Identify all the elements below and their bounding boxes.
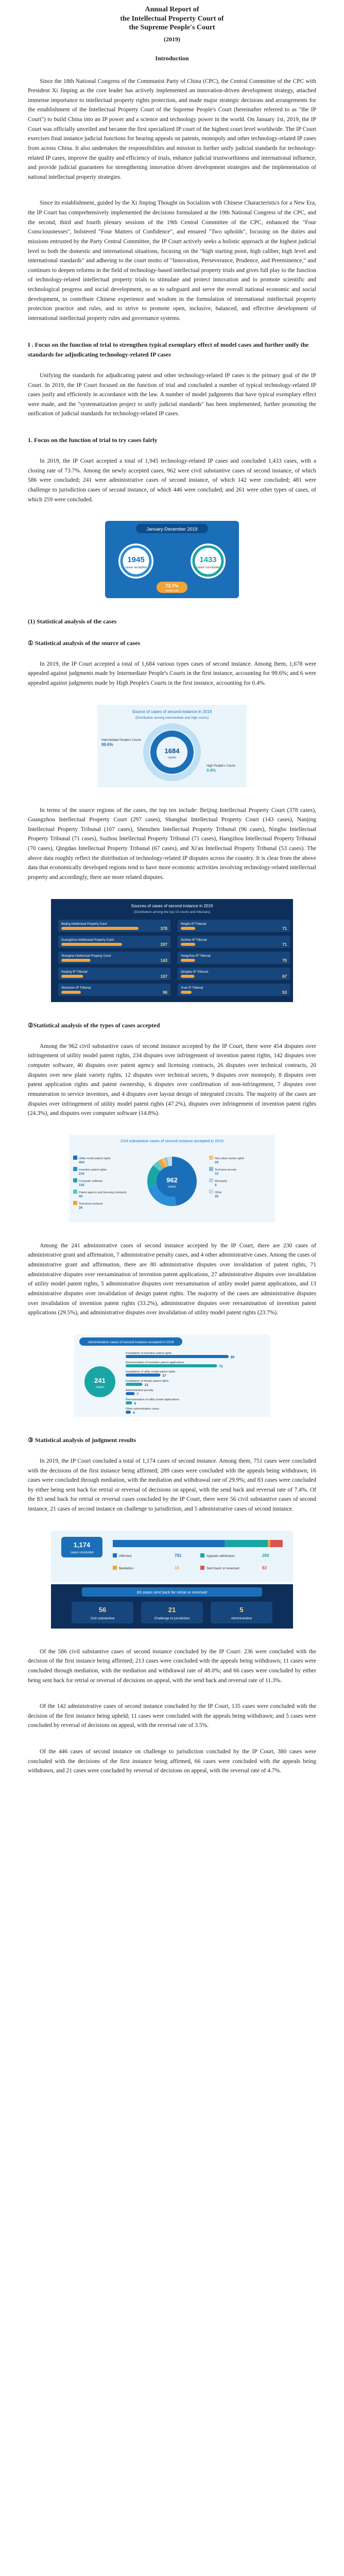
types-heading: ②Statistical analysis of the types of cases accepted (28, 1021, 160, 1029)
types-paragraph-2: Among the 241 administrative cases of second instance accepted by the IP Court, there are 230 cases of administrative grant and affirmation, 7 administrative penalty cases, and 4 other administrative cases. Among the cases of administrative grant and affirmation, there are 80 administrative disputes over invalidation of patent rights, 71 administrative disputes over reexamination of invention patent applications, 27 administrative disputes over invalidation of utility model patent rights, 5 administrative disputes over reexamination of utility model patent applications, and 13 administrative disputes over invalidation of design patent rights. The majority of the cases are administrative disputes over invalidation of invention patent rights (33.2%), administrative disputes over reexamination of invention patent applications (29.5%), and administrative disputes over invalidation of utility model patent rights (23.7%). (28, 1242, 316, 1316)
admin-bar-value: 5 (134, 1401, 136, 1405)
types-paragraph-1: Among the 962 civil substantive cases of second instance accepted by the IP Court, there were 454 disputes over infringement of utility model patent rights, 234 disputes over infringement of invention patent rights, 142 disputes over computer software, 40 disputes over patent agency and licensing contracts, 26 disputes over technical contracts, 20 disputes over new plant variety rights, 12 disputes over technical secrets, 9 disputes over monopoly, 8 disputes over patent application rights and patent ownership, 6 disputes over confirmation of non-infringement, 7 disputes over remuneration to service inventors, and 4 disputes over layout design of integrated circuits. The majority of the cases are disputes over infringement of utility model patent rights (47.2%), disputes over infringement of invention patent rights (24.3%), and disputes over computer software (14.8%). (28, 1043, 316, 1117)
overview-figure (105, 521, 239, 598)
region-name: Qingdao IP Tribunal (181, 970, 208, 974)
admin-bar-label: Other administrative cases (126, 1407, 160, 1411)
judgment-legend-value: 16 (175, 1565, 179, 1570)
source-title-2: (Distribution among intermediate and high courts) (135, 716, 209, 720)
judgment-bottom-value: 56 (98, 1605, 107, 1614)
report-year: (2019) (164, 35, 180, 43)
civil-legend-swatch (73, 1156, 77, 1160)
region-bar (61, 975, 83, 978)
region-row (58, 920, 170, 932)
civil-legend-name: Computer software (79, 1179, 103, 1183)
region-row (58, 984, 170, 996)
judgment-legend-swatch (113, 1553, 117, 1557)
accepted-value: 1945 (127, 555, 145, 565)
judgment-legend-name: Appeals withdrawn (207, 1554, 235, 1558)
admin-bar (126, 1411, 131, 1414)
judgment-segment (113, 1540, 225, 1547)
civil-legend-name: Patent agency and licensing contracts (79, 1191, 127, 1194)
region-bar (181, 991, 192, 994)
civil-legend-swatch (73, 1167, 77, 1171)
overview-banner-text: January-December 2019 (146, 527, 198, 532)
civil-legend-value: 26 (79, 1206, 83, 1210)
region-value: 143 (160, 958, 167, 963)
judgment-bottom-label: Civil substantive (90, 1616, 115, 1620)
source-center-value: 1684 (164, 747, 180, 755)
region-name: Ningbo IP Tribunal (181, 922, 207, 926)
region-name: Xi'an IP Tribunal (181, 986, 203, 990)
region-row (178, 920, 290, 932)
concluded-value: 1433 (199, 555, 217, 565)
rate-label: closing rate (165, 589, 179, 593)
admin-center-value: 241 (94, 1376, 106, 1384)
judgment-legend-swatch (113, 1566, 117, 1570)
admin-result-paragraph: Of the 142 administrative cases of second instance concluded by the IP Court, 135 cases were concluded with the decision of the first instance being upheld; 11 cases were concluded with the appeals being withdrawn; and 5 cases were concluded by reversal of decisions on appeal, with the reversal rate of 3.5%. (28, 1703, 316, 1729)
admin-bar-label: Invalidation of design patent rights (126, 1379, 169, 1383)
judgment-heading: ③ Statistical analysis of judgment results (28, 1436, 136, 1444)
section-1-paragraph-2: In 2019, the IP Court accepted a total of 1,945 technology-related IP cases and concluded 1,433 cases, with a closing rate of 73.7%. Among the newly accepted cases, 962 were civil substantive cases of second instance, of which 586 were concluded; 241 were administrative cases of second instance, of which 142 were concluded; 481 were challenge to jurisdiction cases of second instance, of which 446 were concluded; and 261 were other types of cases, of which 259 were concluded. (28, 458, 316, 503)
admin-bar (126, 1374, 161, 1377)
accepted-label: cases accepted (125, 566, 147, 570)
civil-legend-name: Technical secrets (215, 1168, 237, 1172)
admin-bar (126, 1355, 229, 1358)
civil-center-label: cases (168, 1185, 176, 1189)
source-outer-label: High People's Courts (207, 764, 236, 768)
admin-bar-label: Invalidation of utility model patent rights (126, 1370, 176, 1374)
judgment-bottom-value: 5 (239, 1605, 244, 1614)
civil-legend-swatch (73, 1201, 77, 1205)
source-outer-pct: 0.4% (207, 768, 216, 773)
civil-legend-name: New plant variety rights (215, 1157, 245, 1160)
admin-bar-value: 13 (144, 1383, 148, 1387)
region-value: 96 (163, 990, 167, 995)
judgment-total-value: 1,174 (73, 1540, 91, 1549)
admin-bar-value: 80 (231, 1355, 235, 1359)
source-title-1: Source of cases of second instance in 2019 (132, 709, 212, 714)
judgment-legend-value: 289 (262, 1553, 269, 1558)
admin-bar-value: 27 (162, 1374, 166, 1378)
admin-bar-label: Reexamination of invention patent applications (126, 1361, 184, 1364)
civil-legend-swatch (73, 1178, 77, 1182)
admin-bar (126, 1392, 135, 1395)
report-title: Annual Report of the Intellectual Property Court of the Supreme People's Court (120, 6, 224, 31)
concluded-label: cases concluded (196, 566, 220, 570)
judgment-bottom-value: 21 (168, 1605, 176, 1614)
region-value: 71 (282, 942, 287, 947)
section-1-subheading: 1. Focus on the function of trial to try cases fairly (28, 436, 158, 444)
region-value: 70 (282, 958, 287, 963)
civil-legend-value: 25 (215, 1194, 219, 1198)
region-value: 297 (160, 942, 167, 947)
judgment-figure (51, 1531, 293, 1629)
intro-heading: Introduction (155, 54, 189, 62)
judgment-paragraph: In 2019, the IP Court concluded a total of 1,174 cases of second instance. Among them, 751 cases were concluded with the decisions of the first instance being affirmed; 289 cases were concluded with the appeals being withdrawn; 16 cases were concluded through mediation, with the mediation and withdrawal rate of 29.9%; and 83 cases were concluded by either being sent back for retrial or reversal of decisions on appeal, with the send back and reversal rate of 7.4%. Of the 83 send back for retrial or reversal cases concluded by the IP Court, there were 56 civil substantive cases of second instance, 21 cases of second instance on challenge to jurisdiction, and 5 administrative cases of second instance. (28, 1458, 316, 1513)
judgment-segment (270, 1540, 283, 1547)
region-bar (61, 927, 139, 930)
civil-legend-value: 12 (215, 1172, 219, 1176)
admin-bar (126, 1401, 132, 1404)
region-value: 378 (160, 926, 167, 931)
region-bar (181, 927, 195, 930)
civil-title: Civil substantive cases of second instance accepted in 2019 (121, 1138, 223, 1143)
region-row (178, 968, 290, 980)
region-row (178, 984, 290, 996)
region-bar (61, 943, 122, 946)
source-paragraph: In 2019, the IP Court accepted a total of 1,684 various types cases of second instance. Among them, 1,678 were appealed against judgments made by Intermediate People's Courts in the first instance, accounting for 99.6%; and 6 were appealed against judgments made by High People's Courts in the first instance, accounting for 0.4%. (28, 660, 316, 686)
judgment-legend-value: 751 (175, 1553, 182, 1558)
region-name: Shenzhen IP Tribunal (61, 986, 91, 990)
source-center-label: cases (168, 756, 176, 759)
region-name: Nanjing IP Tribunal (61, 970, 88, 974)
admin-bar (126, 1364, 217, 1367)
civil-legend-name: Invention patent rights (79, 1168, 107, 1172)
civil-legend-value: 9 (215, 1183, 217, 1187)
region-bar (181, 975, 195, 978)
civil-legend-swatch (209, 1167, 213, 1171)
civil-legend-value: 40 (79, 1194, 83, 1198)
regions-paragraph: In terms of the source regions of the cases, the top ten include: Beijing Intellectual Property Court (378 cases), Guangzhou Intellectual Property Court (297 cases), Shanghai Intellectual Property Court (143 cases), Nanjing Intellectual Property Tribunal (107 cases), Shenzhen Intellectual Property Tribunal (96 cases), Ningbo Intellectual Property Tribunal (71 cases), Suzhou Intellectual Property Tribunal (71 cases), Hangzhou Intellectual Property Tribunal (70 cases), Qingdao Intellectual Property Tribunal (67 cases), and Xi'an Intellectual Property Tribunal (53 cases). The above data roughly reflect the distribution of technology-related IP disputes across the country. It is clear from the above data that economically developed regions tend to have more economic activities involving technology-related intellectual property and accordingly, there are more related disputes. (28, 807, 316, 880)
region-value: 71 (282, 926, 287, 931)
region-row (58, 968, 170, 980)
regions-figure (51, 899, 293, 1002)
civil-legend-value: 234 (79, 1172, 84, 1176)
source-figure (97, 705, 247, 787)
judgment-bottom-items (72, 1602, 272, 1623)
region-name: Suzhou IP Tribunal (181, 938, 207, 942)
judgment-bottom-label: Administrative (231, 1616, 252, 1620)
civil-legend-swatch (209, 1190, 213, 1194)
judgment-total-label: cases concluded (70, 1551, 94, 1554)
admin-bar-value: 71 (219, 1364, 223, 1368)
civil-legend-swatch (73, 1190, 77, 1194)
region-bar (181, 943, 195, 946)
judgment-legend-name: Affirmed (119, 1554, 132, 1558)
civil-result-paragraph: Of the 586 civil substantive cases of second instance concluded by the IP Court: 236 were concluded with the decision of the first instance being affirmed; 213 cases were concluded with the appeals being withdrawn; 11 cases were concluded through mediation, with the mediation and withdrawal rate of 48.0%; and 66 cases were concluded by either being sent back for retrial or reversal of decisions on appeal, with the send back and reversal rate of 11.3%. (28, 1648, 316, 1684)
judgment-bottom-label: Challenge to jurisdiction (154, 1616, 190, 1620)
region-row (58, 936, 170, 948)
region-name: Hangzhou IP Tribunal (181, 954, 211, 958)
admin-bar-label: Invalidation of invention patent rights (126, 1351, 172, 1355)
section-1-heading: I . Focus on the function of trial to strengthen typical exemplary effect of model cases and further unify the standards for adjudicating technology-related IP cases (28, 341, 309, 358)
source-inner-pct: 99.6% (101, 742, 113, 747)
region-value: 53 (282, 990, 287, 995)
civil-legend-name: Utility model patent rights (79, 1157, 111, 1160)
regions-title-2: (Distribution among the top 10 courts and tribunals) (134, 910, 210, 914)
region-value: 107 (160, 974, 167, 979)
region-name: Shanghai Intellectual Property Court (61, 954, 111, 958)
intro-paragraph-1: Since the 18th National Congress of the Communist Party of China (CPC), the Central Committee of the CPC with President Xi Jinping as the core leader has actively implemented an innovation-driven development strategy, attached immense importance to intellectual property rights protection, and made major strategic decisions and arrangements for the establishment of the Intellectual Property Court of the Supreme People's Court (hereinafter referred to as "the IP Court") to build China into an IP power and a science and technology power in the world. On January 1st, 2019, the IP Court was officially unveiled and became the first specialized IP court of the highest court level worldwide. The IP Court exercises final instance judicial functions for hearing appeals on patents, monopoly and other technology-related IP cases from across China. It also undertakes the responsibilities and mission to further unify judicial standards for technology-related IP cases, improve the quality and efficiency of trials, enhance judicial trustworthiness and international influence, and provide judicial guarantees for strengthening innovation driven development strategies and the implementation of national intellectual property strategies. (28, 78, 316, 180)
source-heading: ① Statistical analysis of the source of cases (28, 639, 141, 647)
judgment-legend-value: 83 (262, 1565, 267, 1570)
admin-figure (74, 1334, 270, 1417)
rate-value: 73.7% (165, 583, 179, 589)
region-value: 67 (282, 974, 287, 979)
judgment-segment (225, 1540, 268, 1547)
admin-bar-value: 4 (133, 1411, 135, 1415)
region-bar (181, 959, 195, 962)
region-row (178, 936, 290, 948)
section-1-paragraph-1: Unifying the standards for adjudicating patent and other technology-related IP cases is the primary goal of the IP Court. In 2019, the IP Court focused on the function of trial and concluded a number of typical technology-related IP cases justly and efficiently in accordance with the law. A number of model judgments that have typical exemplary effect were made, and the "systematization project to unify judicial standards" has been implemented, further promoting the unification of judicial standards for technology-related IP cases. (28, 372, 316, 417)
judgment-legend-swatch (200, 1566, 204, 1570)
judgment-legend-name: Sent back or reversed (207, 1566, 239, 1570)
regions-title-1: Sources of cases of second instance in 2019 (131, 903, 213, 908)
region-bar (61, 959, 91, 962)
civil-legend-name: Technical contracts (79, 1202, 103, 1206)
jurisdiction-result-paragraph: Of the 446 cases of second instance on challenge to jurisdiction concluded by the IP Court, 380 cases were concluded with the decisions of the first instance being affirmed, 66 cases were concluded with the appeals being withdrawn, and 21 cases were concluded by reversal of decisions on appeal, with the reversal rate of 4.7%. (28, 1749, 316, 1774)
civil-legend-name: Other (215, 1191, 222, 1194)
judgment-legend-swatch (200, 1553, 204, 1557)
admin-bar-label: Administrative penalty (126, 1388, 153, 1392)
admin-title: Administrative cases of second instance accepted in 2019 (88, 1340, 174, 1344)
report-page (28, 0, 316, 1776)
region-name: Guangzhou Intellectual Property Court (61, 938, 114, 942)
judgment-bottom-banner-text: 83 cases sent back for retrial or reversed (137, 1589, 207, 1595)
judgment-legend-name: Mediation (119, 1566, 134, 1570)
civil-figure (69, 1135, 275, 1223)
civil-legend-swatch (209, 1156, 213, 1160)
region-bar (61, 991, 81, 994)
source-inner-label: Intermediate People's Courts (101, 738, 142, 742)
civil-center-value: 962 (166, 1176, 178, 1184)
region-row (178, 952, 290, 964)
region-row (58, 952, 170, 964)
civil-legend-value: 142 (79, 1183, 84, 1187)
stats-heading: (1) Statistical analysis of the cases (28, 618, 117, 625)
admin-center-label: cases (96, 1385, 104, 1389)
judgment-segment (268, 1540, 270, 1547)
civil-legend-name: Monopoly (215, 1179, 227, 1183)
admin-bar (126, 1383, 143, 1386)
admin-bar-label: Reexamination of utility model applications (126, 1398, 179, 1401)
civil-legend-swatch (209, 1178, 213, 1182)
civil-legend-value: 454 (79, 1160, 84, 1164)
region-name: Beijing Intellectual Property Court (61, 922, 108, 926)
intro-paragraph-2: Since its establishment, guided by the Xi Jinping Thought on Socialism with Chinese Characteristics for a New Era, the IP Court has comprehensively implemented the decisions formulated at the 19th National Congress of the CPC, and the second, third and fourth plenary sessions of the 19th Central Committee of the CPC, enhanced the "Four Consciousnesses", bolstered "Four Matters of Confidence", and ensured "Two upholds", focusing on the duties and missions entrusted by the Party Central Committee, the IP Court actively seeks a holistic approach at the highest judicial level to both the domestic and international situations, focusing on the "high starting point, high caliber, high level and international standards" and adhering to the court motto of "Innovation, Perseverance, Prudence, and Preeminence," and continues to deepen reforms in the field of technology-based intellectual property trials and gives full play to the function of technology-related intellectual property trials to stimulate and protect innovation and to promote scientific and technological progress and social development, so as to safeguard and serve the overall national economic and social development, to contribute Chinese experience and wisdom in the formulation of international intellectual property protection practice and rules, and to strive to promote open, inclusive, balanced, and effective development of international intellectual property rules and governance systems. (28, 200, 316, 321)
admin-bar-value: 7 (136, 1392, 139, 1396)
civil-legend-value: 20 (215, 1160, 219, 1164)
